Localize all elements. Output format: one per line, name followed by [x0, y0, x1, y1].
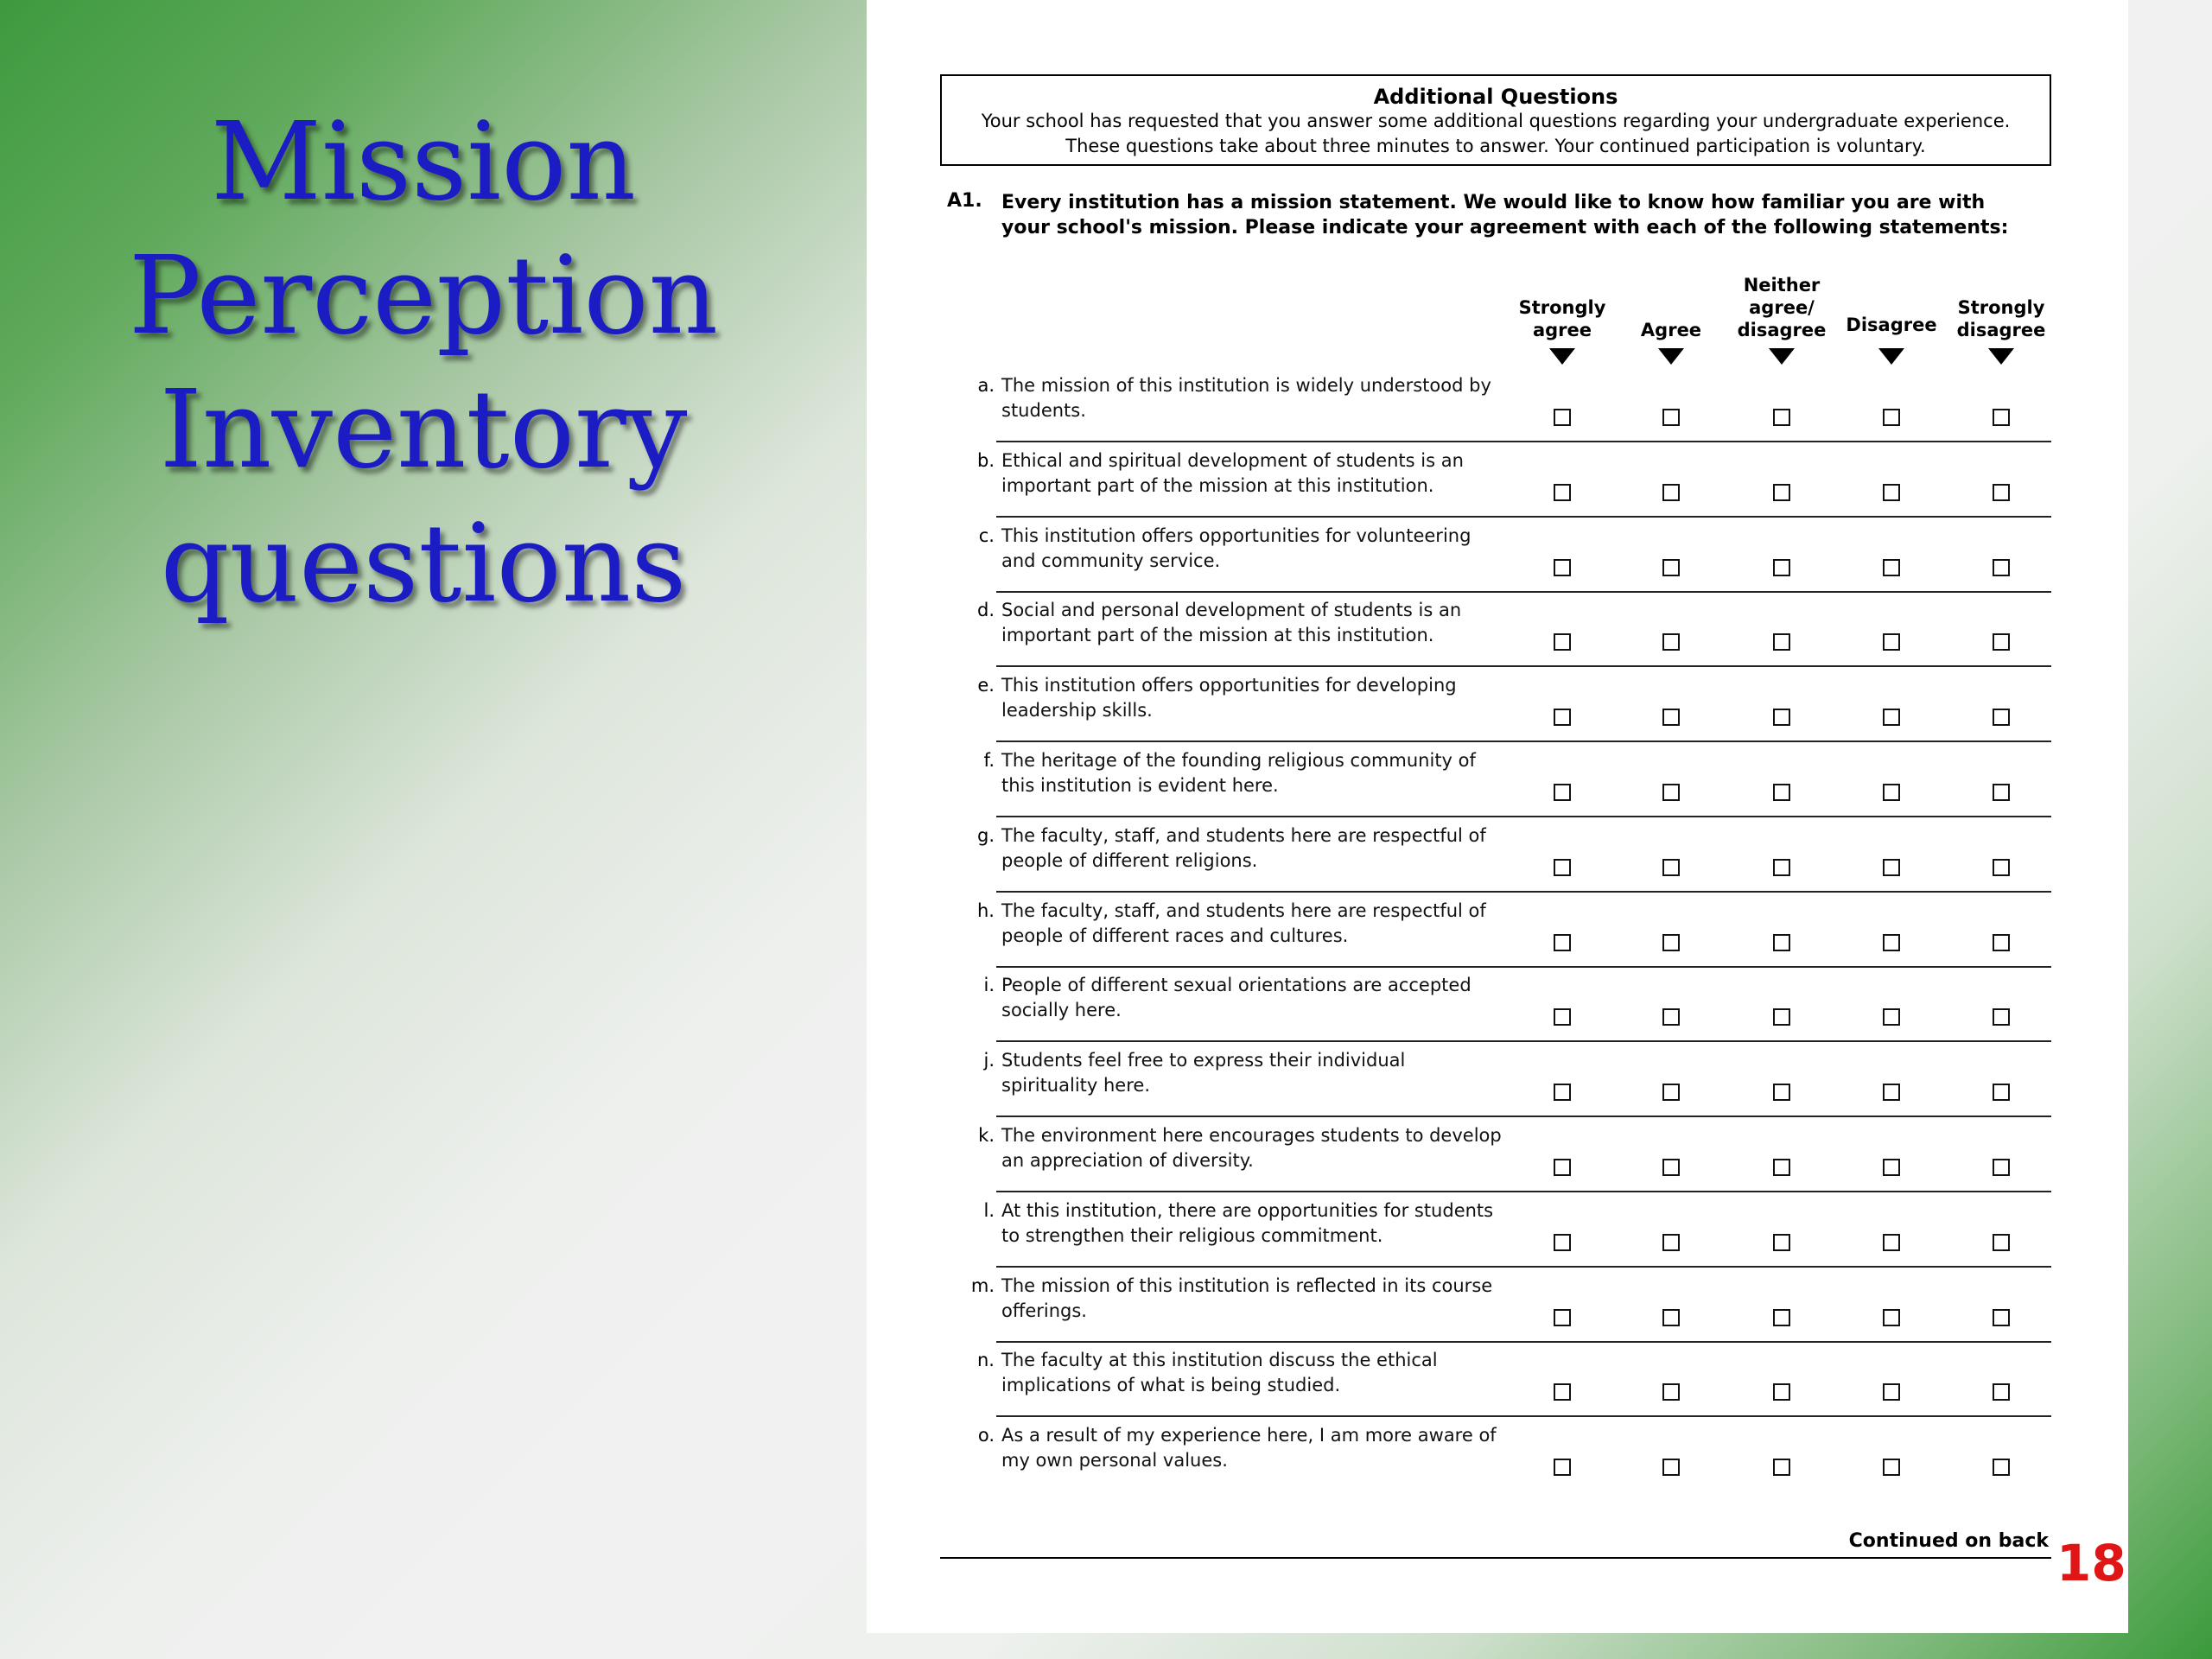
checkbox-agree[interactable]	[1662, 409, 1680, 426]
checkbox-disagree[interactable]	[1883, 1008, 1900, 1026]
item-letter: e.	[977, 675, 995, 696]
checkbox-strongly-disagree[interactable]	[1993, 784, 2010, 801]
question-number: A1.	[947, 190, 982, 212]
checkbox-strongly-agree[interactable]	[1554, 934, 1571, 951]
item-letter: l.	[983, 1199, 995, 1221]
checkbox-strongly-disagree[interactable]	[1993, 709, 2010, 726]
survey-form-page	[867, 0, 2128, 1633]
row-divider	[996, 741, 2051, 742]
row-divider	[996, 1116, 2051, 1117]
checkbox-neither[interactable]	[1773, 784, 1790, 801]
checkbox-neither[interactable]	[1773, 709, 1790, 726]
item-letter: m.	[970, 1274, 995, 1296]
checkbox-disagree[interactable]	[1883, 709, 1900, 726]
row-divider	[996, 1040, 2051, 1042]
item-statement: The mission of this institution is widely understood by students.	[1001, 375, 1491, 421]
row-divider	[996, 1415, 2051, 1417]
checkbox-strongly-agree[interactable]	[1554, 484, 1571, 501]
checkbox-neither[interactable]	[1773, 484, 1790, 501]
checkbox-disagree[interactable]	[1883, 1459, 1900, 1476]
checkbox-neither[interactable]	[1773, 1459, 1790, 1476]
item-letter: n.	[977, 1350, 995, 1371]
item-letter: o.	[977, 1425, 995, 1446]
item-letter: j.	[983, 1050, 995, 1071]
item-letter: g.	[976, 824, 995, 846]
item-statement: At this institution, there are opportunities for students to strengthen their religious commitment.	[1001, 1199, 1494, 1246]
checkbox-neither[interactable]	[1773, 1383, 1790, 1401]
checkbox-disagree[interactable]	[1883, 484, 1900, 501]
item-letter: i.	[983, 975, 995, 996]
checkbox-strongly-agree[interactable]	[1554, 784, 1571, 801]
column-header-agree: Agree	[1640, 320, 1702, 340]
checkbox-strongly-agree[interactable]	[1554, 859, 1571, 876]
checkbox-neither[interactable]	[1773, 1234, 1790, 1251]
checkbox-neither[interactable]	[1773, 559, 1790, 576]
slide-title	[52, 95, 795, 631]
checkbox-agree[interactable]	[1662, 559, 1680, 576]
checkbox-strongly-disagree[interactable]	[1993, 1084, 2010, 1101]
checkbox-disagree[interactable]	[1883, 1234, 1900, 1251]
checkbox-agree[interactable]	[1662, 1234, 1680, 1251]
column-header-strongly-agree: Strongly agree	[1518, 297, 1606, 340]
checkbox-agree[interactable]	[1662, 633, 1680, 651]
checkbox-strongly-disagree[interactable]	[1993, 859, 2010, 876]
checkbox-strongly-agree[interactable]	[1554, 1383, 1571, 1401]
checkbox-agree[interactable]	[1662, 859, 1680, 876]
checkbox-strongly-agree[interactable]	[1554, 709, 1571, 726]
checkbox-strongly-agree[interactable]	[1554, 1159, 1571, 1176]
row-divider	[996, 441, 2051, 442]
item-statement: The heritage of the founding religious community of this institution is evident here.	[1001, 750, 1476, 796]
slide-title-line: Perception	[128, 233, 719, 359]
checkbox-strongly-disagree[interactable]	[1993, 633, 2010, 651]
item-statement: Students feel free to express their individual spirituality here.	[1001, 1050, 1406, 1096]
checkbox-disagree[interactable]	[1883, 1084, 1900, 1101]
item-statement: Social and personal development of students is an important part of the mission at this institution.	[1001, 600, 1462, 646]
checkbox-agree[interactable]	[1662, 1159, 1680, 1176]
checkbox-disagree[interactable]	[1883, 934, 1900, 951]
checkbox-strongly-agree[interactable]	[1554, 633, 1571, 651]
form-header-title: Additional Questions	[1373, 85, 1618, 109]
checkbox-agree[interactable]	[1662, 709, 1680, 726]
checkbox-strongly-agree[interactable]	[1554, 1084, 1571, 1101]
checkbox-strongly-disagree[interactable]	[1993, 1309, 2010, 1326]
form-header-line-1: Your school has requested that you answer some additional questions regarding your undergraduate experience.	[981, 111, 2011, 131]
checkbox-disagree[interactable]	[1883, 409, 1900, 426]
checkbox-agree[interactable]	[1662, 1008, 1680, 1026]
checkbox-neither[interactable]	[1773, 1084, 1790, 1101]
checkbox-disagree[interactable]	[1883, 559, 1900, 576]
checkbox-strongly-disagree[interactable]	[1993, 409, 2010, 426]
checkbox-disagree[interactable]	[1883, 1309, 1900, 1326]
item-letter: d.	[976, 600, 995, 621]
checkbox-agree[interactable]	[1662, 1084, 1680, 1101]
checkbox-neither[interactable]	[1773, 934, 1790, 951]
item-statement: As a result of my experience here, I am more aware of my own personal values.	[1001, 1425, 1497, 1471]
checkbox-strongly-disagree[interactable]	[1993, 1159, 2010, 1176]
checkbox-strongly-disagree[interactable]	[1993, 1383, 2010, 1401]
column-header-strongly-disagree: Strongly disagree	[1956, 297, 2046, 340]
checkbox-agree[interactable]	[1662, 1309, 1680, 1326]
checkbox-strongly-agree[interactable]	[1554, 559, 1571, 576]
item-statement: Ethical and spiritual development of students is an important part of the mission at this institution.	[1001, 449, 1464, 496]
row-divider	[996, 966, 2051, 968]
slide-title-line: Inventory	[159, 367, 688, 493]
row-divider	[996, 1266, 2051, 1268]
checkbox-strongly-agree[interactable]	[1554, 409, 1571, 426]
checkbox-agree[interactable]	[1662, 1383, 1680, 1401]
checkbox-disagree[interactable]	[1883, 633, 1900, 651]
row-divider	[996, 591, 2051, 593]
slide-title-line: questions	[160, 501, 687, 626]
checkbox-agree[interactable]	[1662, 784, 1680, 801]
down-arrow-icon	[1988, 348, 2014, 365]
item-statement: The faculty, staff, and students here are respectful of people of different religions.	[1001, 824, 1486, 871]
item-letter: k.	[978, 1125, 995, 1146]
row-divider	[996, 1191, 2051, 1192]
checkbox-strongly-disagree[interactable]	[1993, 934, 2010, 951]
continued-on-back-label: Continued on back	[1848, 1530, 2049, 1552]
checkbox-disagree[interactable]	[1883, 1159, 1900, 1176]
item-letter: f.	[983, 750, 995, 771]
checkbox-strongly-disagree[interactable]	[1993, 1234, 2010, 1251]
item-letter: a.	[977, 375, 995, 396]
row-divider	[996, 816, 2051, 817]
item-statement: People of different sexual orientations are accepted socially here.	[1001, 975, 1471, 1021]
checkbox-neither[interactable]	[1773, 633, 1790, 651]
checkbox-neither[interactable]	[1773, 859, 1790, 876]
item-statement: This institution offers opportunities for volunteering and community service.	[1001, 524, 1471, 571]
item-letter: h.	[977, 899, 995, 921]
page-number: 18	[2056, 1534, 2126, 1592]
item-statement: The faculty, staff, and students here are respectful of people of different races and cultures.	[1001, 899, 1486, 946]
checkbox-neither[interactable]	[1773, 1159, 1790, 1176]
checkbox-disagree[interactable]	[1883, 784, 1900, 801]
checkbox-strongly-agree[interactable]	[1554, 1234, 1571, 1251]
checkbox-agree[interactable]	[1662, 934, 1680, 951]
checkbox-strongly-disagree[interactable]	[1993, 559, 2010, 576]
item-statement: This institution offers opportunities for developing leadership skills.	[1001, 675, 1457, 721]
item-letter: c.	[978, 524, 995, 546]
down-arrow-icon	[1878, 348, 1904, 365]
row-divider	[996, 516, 2051, 518]
checkbox-neither[interactable]	[1773, 1008, 1790, 1026]
question-text: Every institution has a mission statement. We would like to know how familiar you are with your school's mission. Please indicate your agreement with each of the following statements:	[1001, 192, 2009, 238]
bottom-divider	[940, 1557, 2051, 1559]
form-header-box	[940, 74, 2051, 166]
checkbox-agree[interactable]	[1662, 484, 1680, 501]
checkbox-disagree[interactable]	[1883, 859, 1900, 876]
checkbox-neither[interactable]	[1773, 1309, 1790, 1326]
item-statement: The faculty at this institution discuss the ethical implications of what is being studied.	[1001, 1350, 1438, 1396]
checkbox-strongly-agree[interactable]	[1554, 1008, 1571, 1026]
checkbox-disagree[interactable]	[1883, 1383, 1900, 1401]
row-divider	[996, 665, 2051, 667]
checkbox-strongly-disagree[interactable]	[1993, 1459, 2010, 1476]
form-header-line-2: These questions take about three minutes to answer. Your continued participation is voluntary.	[1065, 136, 1926, 156]
checkbox-neither[interactable]	[1773, 409, 1790, 426]
column-header-neither: Neither agree/ disagree	[1737, 275, 1827, 340]
slide-title-line: Mission	[210, 99, 636, 225]
down-arrow-icon	[1769, 348, 1795, 365]
item-letter: b.	[976, 449, 995, 471]
checkbox-strongly-agree[interactable]	[1554, 1459, 1571, 1476]
checkbox-strongly-disagree[interactable]	[1993, 484, 2010, 501]
checkbox-agree[interactable]	[1662, 1459, 1680, 1476]
column-header-disagree: Disagree	[1846, 315, 1937, 335]
checkbox-strongly-disagree[interactable]	[1993, 1008, 2010, 1026]
row-divider	[996, 1341, 2051, 1343]
item-statement: The mission of this institution is reflected in its course offerings.	[1001, 1274, 1493, 1321]
row-divider	[996, 891, 2051, 893]
item-statement: The environment here encourages students to develop an appreciation of diversity.	[1001, 1125, 1502, 1171]
down-arrow-icon	[1549, 348, 1575, 365]
checkbox-strongly-agree[interactable]	[1554, 1309, 1571, 1326]
down-arrow-icon	[1658, 348, 1684, 365]
